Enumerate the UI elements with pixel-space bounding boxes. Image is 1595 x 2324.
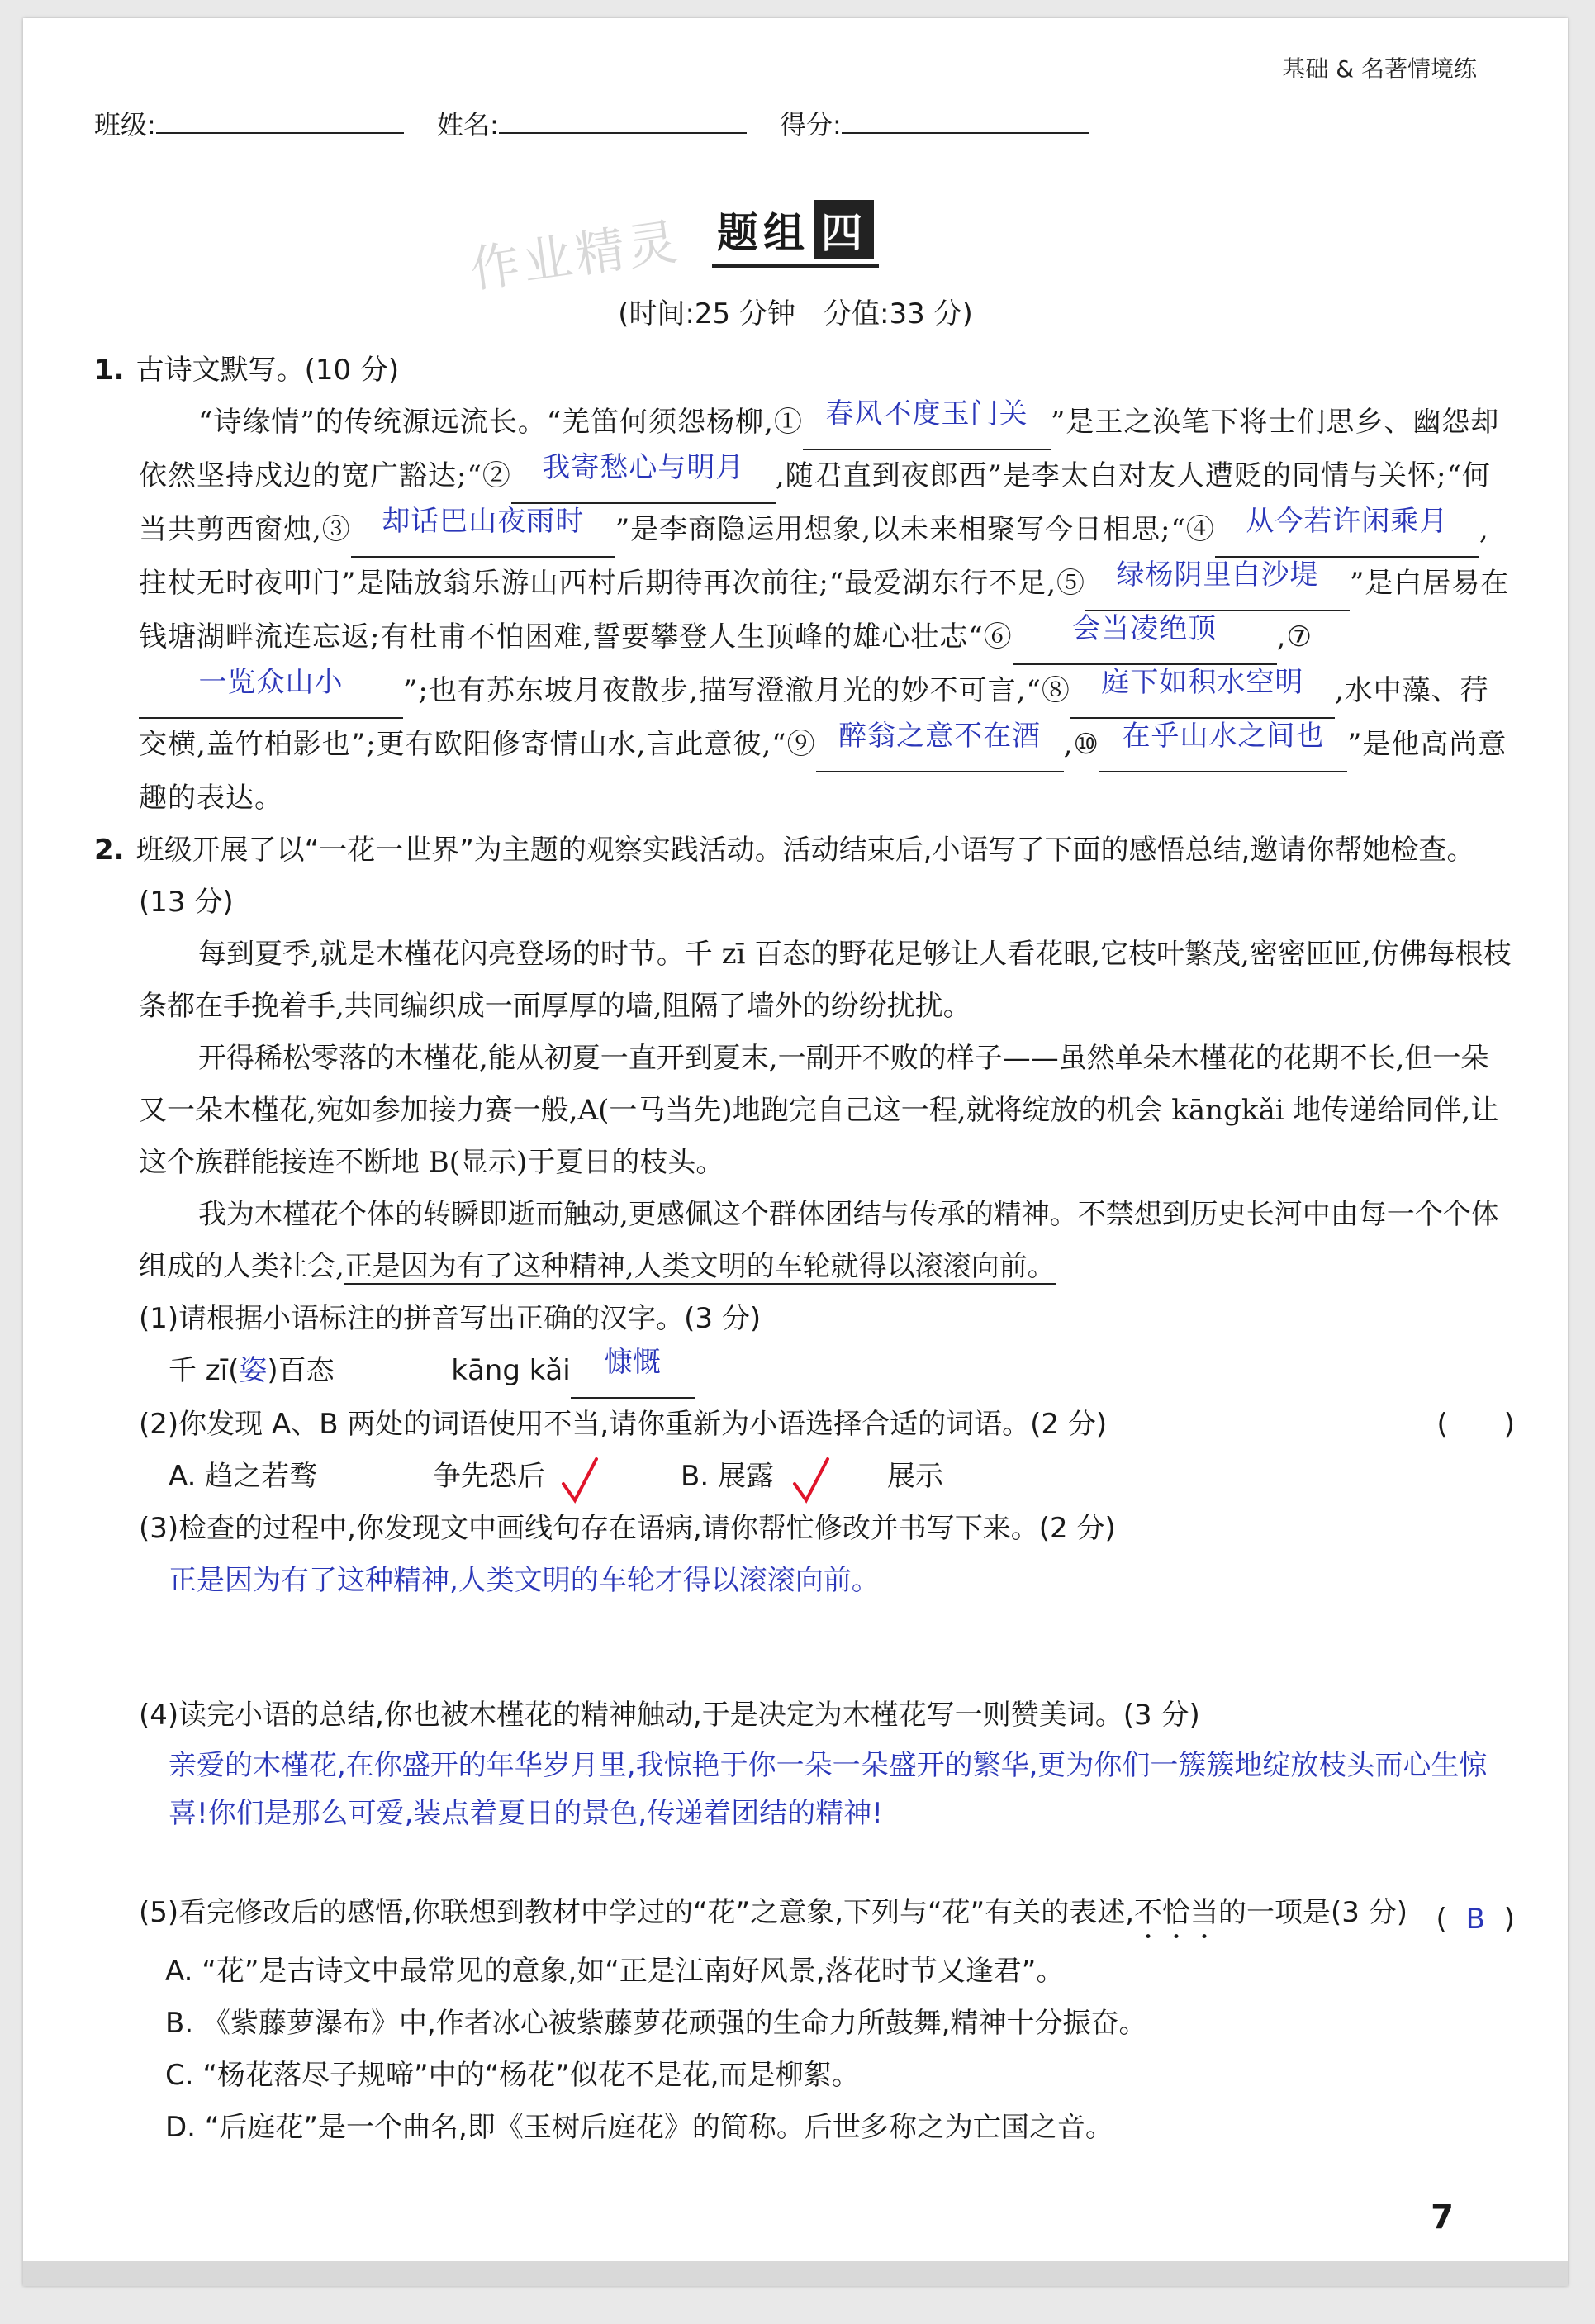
q1-blank-10[interactable]: 在乎山水之间也 — [1099, 719, 1347, 772]
header-tag: 基础 & 名著情境练 — [1282, 55, 1477, 83]
sub5-answer: B — [1465, 1903, 1485, 1936]
q1-blank-7[interactable]: 一览众山小 — [139, 665, 403, 719]
name-label: 姓名: — [436, 109, 499, 140]
score-label: 得分: — [779, 109, 842, 140]
q2-sub-5-option-b: B. 《紫藤萝瀑布》中,作者冰心被紫藤萝花顽强的生命力所鼓舞,精神十分振奋。 — [165, 2007, 1147, 2040]
q2-sub-5-option-a: A. “花”是古诗文中最常见的意象,如“正是江南好风景,落花时节又逢君”。 — [165, 1955, 1065, 1988]
q2-sub-4: (4)读完小语的总结,你也被木槿花的精神触动,于是决定为木槿花写一则赞美词。(3 分) — [139, 1699, 1200, 1732]
score-field[interactable] — [842, 132, 1089, 134]
questions — [94, 345, 1515, 2154]
q1-blank-5[interactable]: 绿杨阴里白沙堤 — [1085, 558, 1350, 611]
q2-para-3: 我为木槿花个体的转瞬即逝而触动,更感佩这个群体团结与传承的精神。不禁想到历史长河中由每一个个体组成的人类社会,正是因为有了这种精神,人类文明的车轮就得以滚滚向前。 — [139, 1198, 1499, 1283]
q2-sub-3: (3)检查的过程中,你发现文中画线句存在语病,请你帮忙修改并书写下来。(2 分) — [139, 1512, 1116, 1545]
q1-blank-3[interactable]: 却话巴山夜雨时 — [351, 504, 615, 558]
title-block — [23, 200, 1568, 268]
title-number-box: 四 — [814, 200, 874, 259]
check-mark-icon — [560, 1456, 600, 1505]
q1-blank-2[interactable]: 我寄愁心与明月 — [511, 450, 776, 504]
student-info-fields — [94, 104, 1114, 142]
q2-heading: 2. 班级开展了以“一花一世界”为主题的观察实践活动。活动结束后,小语写了下面的感悟总结,邀请你帮她检查。(13 分) — [94, 834, 1475, 919]
q2-sub-5-paren[interactable]: ( B ) — [1436, 1903, 1515, 1936]
q1-heading: 1. 古诗文默写。(10 分) — [94, 354, 400, 387]
sub2-answer-paren[interactable]: ( ) — [1436, 1408, 1515, 1441]
q2-sub-5-option-c: C. “杨花落尽子规啼”中的“杨花”似花不是花,而是柳絮。 — [165, 2059, 860, 2092]
underlined-sentence: 正是因为有了这种精神,人类文明的车轮就得以滚滚向前。 — [344, 1250, 1056, 1283]
page-number: 7 — [1431, 2198, 1454, 2236]
class-field[interactable] — [156, 132, 404, 134]
class-label: 班级: — [94, 109, 156, 140]
sub1-answer-b[interactable]: 慷慨 — [571, 1345, 695, 1399]
q2-sub-2: (2)你发现 A、B 两处的词语使用不当,请你重新为小语选择合适的词语。(2 分) ( ) — [94, 1399, 1515, 1451]
worksheet-page — [23, 18, 1568, 2286]
q2-para-1: 每到夏季,就是木槿花闪亮登场的时节。千 zī 百态的野花足够让人看花眼,它枝叶繁茂,密密匝匝,仿佛每根枝条都在手挽着手,共同编织成一面厚厚的墙,阻隔了墙外的纷纷扰扰。 — [139, 938, 1512, 1023]
check-mark-icon — [791, 1456, 831, 1505]
q1-blank-6[interactable]: 会当凌绝顶 — [1013, 611, 1277, 665]
q2-sub-3-answer[interactable]: 正是因为有了这种精神,人类文明的车轮才得以滚滚向前。 — [169, 1564, 880, 1597]
q2-sub-4-answer[interactable]: 亲爱的木槿花,在你盛开的年华岁月里,我惊艳于你一朵一朵盛开的繁华,更为你们一簇簇地绽放枝头而心生惊喜!你们是那么可爱,装点着夏日的景色,传递着团结的精神! — [169, 1749, 1488, 1830]
q1-blank-8[interactable]: 庭下如积水空明 — [1070, 665, 1335, 719]
q2-sub-1: (1)请根据小语标注的拼音写出正确的汉字。(3 分) — [139, 1302, 762, 1335]
bottom-bar — [23, 2261, 1568, 2286]
q1-passage: “诗缘情”的传统源远流长。“羌笛何须怨杨柳,① 春风不度玉门关 ”是王之涣笔下将士们思乡、幽怨却依然坚持戍边的宽广豁达;“② 我寄愁心与明月 ,随君直到夜郎西”是李太白对友人遭贬的同情与关怀;“何当共剪西窗烛,③ 却话巴山夜雨时 ”是李商隐运用想象,以未来相聚写今日相思;“④ 从今若许闲乘月 ,拄杖无时夜叩门”是陆放翁乐游山西村后期待再次前往;“最爱湖东行不足,⑤ 绿杨阴里白沙堤 ”是白居易在钱塘湖畔流连忘返;有杜甫不怕困难,誓要攀登人生顶峰的雄心壮志“⑥ 会当凌绝顶 ,⑦一览众山小 ”;也有苏东坡月夜散步,描写澄澈月光的妙不可言,“⑧ 庭下如积水空明 ,水中藻、荇交横,盖竹柏影也”;更有欧阳修寄情山水,言此意彼,“⑨ 醉翁之意不在酒 ,⑩ 在乎山水之间也 ”是他高尚意趣的表达。 — [139, 397, 1510, 815]
q2-sub-5-option-d: D. “后庭花”是一个曲名,即《玉树后庭花》的简称。后世多称之为亡国之音。 — [165, 2111, 1113, 2144]
q2-para-2: 开得稀松零落的木槿花,能从初夏一直开到夏末,一副开不败的样子——虽然单朵木槿花的花期不长,但一朵又一朵木槿花,宛如参加接力赛一般,A(一马当先)地跑完自己这一程,就将绽放的机会 kāngkǎi 地传递给同伴,让这个族群能接连不断地 B(显示)于夏日的枝头。 — [139, 1042, 1499, 1179]
q1-blank-9[interactable]: 醉翁之意不在酒 — [816, 719, 1064, 772]
q1-blank-4[interactable]: 从今若许闲乘月 — [1215, 504, 1479, 558]
watermark: 作业精灵 — [467, 212, 685, 300]
name-field[interactable] — [499, 132, 747, 134]
page-title: 题组 四 — [712, 200, 879, 268]
q2-sub-2-options: A. 趋之若骛 争先恐后 B. 展露 展示 — [169, 1460, 943, 1493]
title-subtitle: (时间:25 分钟 分值:33 分) — [618, 297, 973, 330]
q1-blank-1[interactable]: 春风不度玉门关 — [803, 397, 1051, 450]
sub1-answer-a[interactable]: 姿 — [239, 1354, 268, 1387]
q2-sub-1-answers: 千 zī(姿)百态 kāng kǎi 慷慨 — [94, 1345, 1515, 1399]
q2-sub-5: (5)看完修改后的感悟,你联想到教材中学过的“花”之意象,下列与“花”有关的表述,不恰当的一项是(3 分) — [139, 1896, 1408, 1929]
